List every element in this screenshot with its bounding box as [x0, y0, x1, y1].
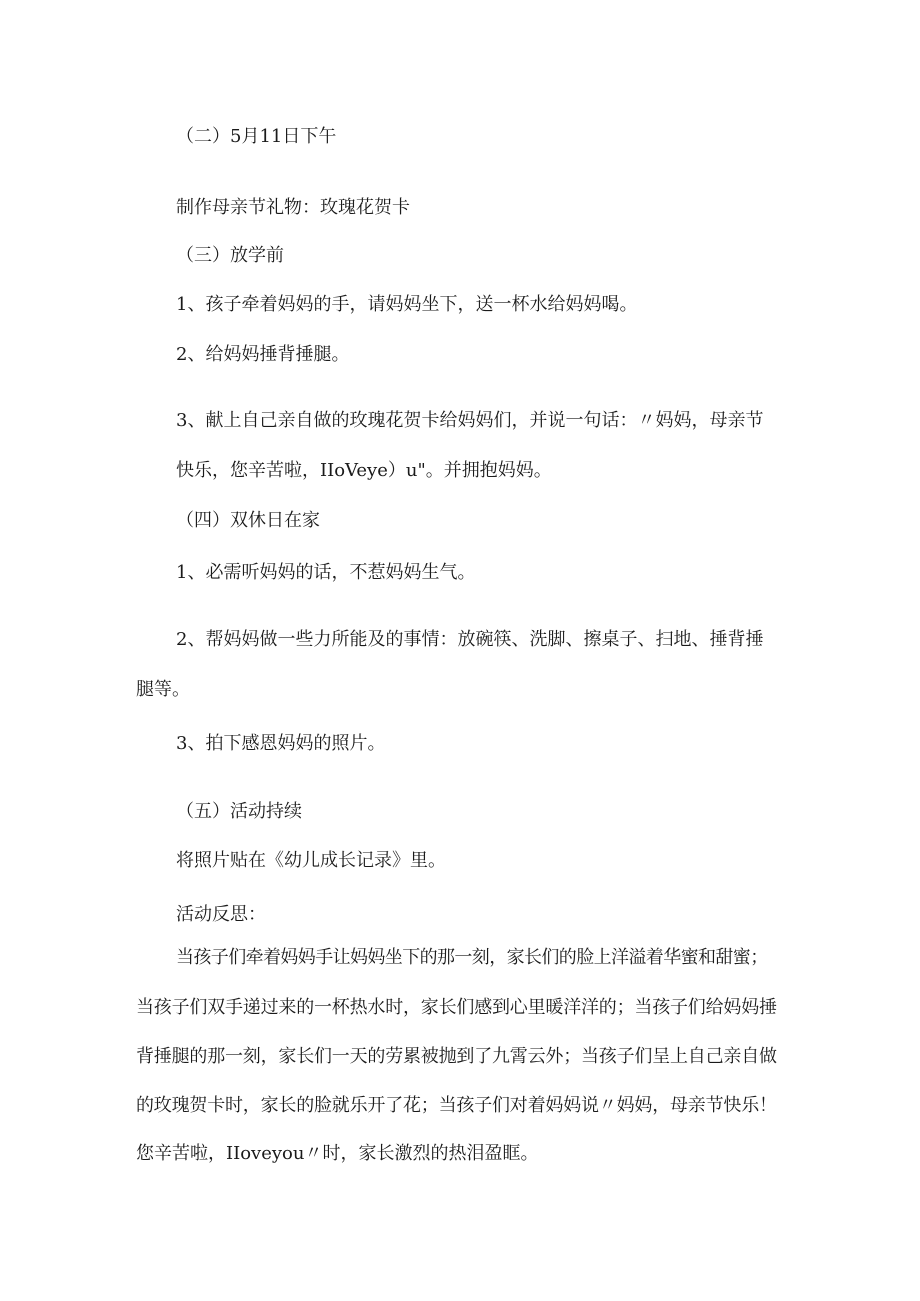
- s4-item2-line2: 腿等。: [136, 679, 190, 700]
- section2-heading: （二）5月11日下午: [176, 126, 337, 147]
- s4-item1: 1、必需听妈妈的话，不惹妈妈生气。: [176, 562, 476, 583]
- reflection-line-1: 当孩子们牵着妈妈手让妈妈坐下的那一刻，家长们的脸上洋溢着华蜜和甜蜜；: [176, 947, 768, 968]
- reflection-line-4: 的玫瑰贺卡时，家长的脸就乐开了花；当孩子们对着妈妈说〃妈妈，母亲节快乐！: [136, 1095, 777, 1116]
- section2-text: 制作母亲节礼物：玫瑰花贺卡: [176, 197, 410, 218]
- section5-text: 将照片贴在《幼儿成长记录》里。: [176, 850, 446, 871]
- reflection-heading: 活动反思：: [176, 904, 266, 925]
- s4-item2-line1: 2、帮妈妈做一些力所能及的事情：放碗筷、洗脚、擦桌子、扫地、捶背捶: [176, 629, 764, 650]
- s3-item3-line1: 3、献上自己亲自做的玫瑰花贺卡给妈妈们，并说一句话：〃妈妈，母亲节: [176, 410, 764, 431]
- reflection-line-5: 您辛苦啦，IIoveyou〃时，家长激烈的热泪盈眶。: [136, 1143, 539, 1164]
- section5-heading: （五）活动持续: [176, 801, 302, 822]
- s3-item1: 1、孩子牵着妈妈的手，请妈妈坐下，送一杯水给妈妈喝。: [176, 294, 638, 315]
- reflection-line-2: 当孩子们双手递过来的一杯热水时，家长们感到心里暖洋洋的；当孩子们给妈妈捶: [136, 997, 777, 1018]
- reflection-line-3: 背捶腿的那一刻，家长们一天的劳累被抛到了九霄云外；当孩子们呈上自己亲自做: [136, 1046, 777, 1067]
- section4-heading: （四）双休日在家: [176, 510, 320, 531]
- section3-heading: （三）放学前: [176, 245, 284, 266]
- s4-item3: 3、拍下感恩妈妈的照片。: [176, 733, 386, 754]
- s3-item3-line2: 快乐，您辛苦啦，IIoVeye）u"。并拥抱妈妈。: [176, 460, 552, 481]
- s3-item2: 2、给妈妈捶背捶腿。: [176, 344, 350, 365]
